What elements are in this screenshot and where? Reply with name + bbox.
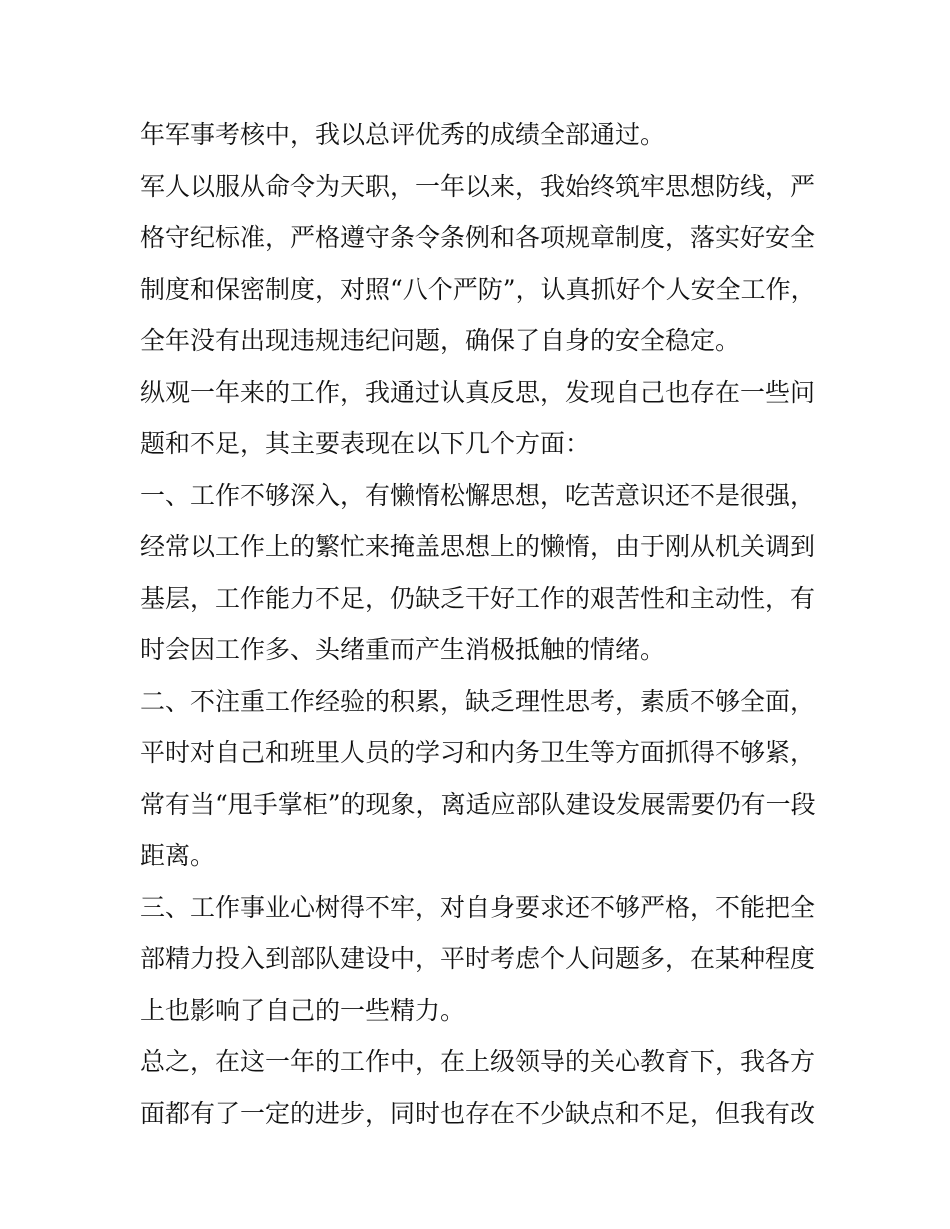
text-line: 经常以工作上的繁忙来掩盖思想上的懒惰，由于刚从机关调到 [140,532,816,561]
text-line: 格守纪标准，严格遵守条令条例和各项规章制度，落实好安全 [140,223,816,252]
text-line: 基层，工作能力不足，仍缺乏干好工作的艰苦性和主动性，有 [140,583,816,613]
paragraph-summary [140,1036,815,1139]
text-line: 面都有了一定的进步，同时也存在不少缺点和不足，但我有改 [140,1098,816,1128]
text-line: 平时对自己和班里人员的学习和内务卫生等方面抓得不够紧， [140,738,816,767]
text-line: 军人以服从命令为天职，一年以来，我始终筑牢思想防线，严 [140,171,816,201]
text-line: 总之，在这一年的工作中，在上级领导的关心教育下，我各方 [140,1047,816,1076]
paragraph-discipline [140,161,815,367]
text-line: 全年没有出现违规违纪问题，确保了自身的安全稳定。 [140,326,741,355]
text-line: 部精力投入到部队建设中，平时考虑个人问题多，在某种程度 [140,944,816,973]
paragraph-problem-one [140,470,815,676]
paragraph-self-reflection [140,367,815,470]
text-line: 二、不注重工作经验的积累，缺乏理性思考，素质不够全面， [140,686,816,716]
document-body [140,109,815,1139]
text-line: 时会因工作多、头绪重而产生消极抵触的情绪。 [140,635,666,664]
text-line: 常有当“甩手掌柜”的现象，离适应部队建设发展需要仍有一段 [140,789,816,819]
text-line: 上也影响了自己的一些精力。 [140,995,466,1025]
text-line: 距离。 [140,841,216,870]
text-line: 纵观一年来的工作，我通过认真反思，发现自己也存在一些问 [140,377,816,407]
paragraph-exam-result [140,109,815,161]
paragraph-problem-three [140,882,815,1037]
text-line: 一、工作不够深入，有懒惰松懈思想，吃苦意识还不是很强， [140,480,816,510]
text-line: 年军事考核中，我以总评优秀的成绩全部通过。 [140,120,666,149]
text-line: 题和不足，其主要表现在以下几个方面： [140,429,591,458]
text-line: 制度和保密制度，对照“八个严防”，认真抓好个人安全工作， [140,274,816,304]
text-line: 三、工作事业心树得不牢，对自身要求还不够严格，不能把全 [140,892,816,922]
paragraph-problem-two [140,676,815,882]
